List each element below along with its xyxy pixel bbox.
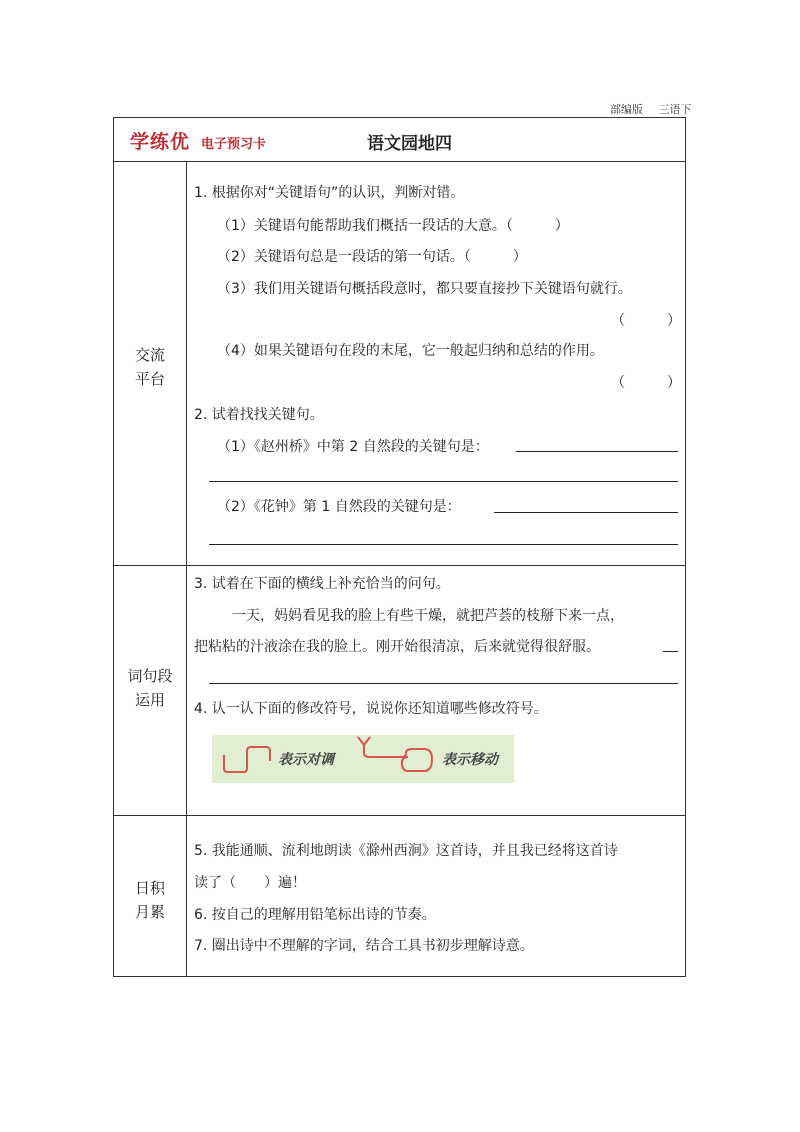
answer-blank[interactable] xyxy=(209,481,678,482)
edition-label xyxy=(610,101,692,117)
divider xyxy=(114,815,685,816)
question-1-item-4: （4）如果关键语句在段的末尾，它一般起归纳和总结的作用。 xyxy=(217,343,604,359)
question-1-item-2: （2）关键语句总是一段话的第一句话。（ ） xyxy=(217,249,527,265)
question-2-item-1: （1）《赵州桥》中第 2 自然段的关键句是： xyxy=(217,439,489,455)
question-1-item-1: （1）关键语句能帮助我们概括一段话的大意。（ ） xyxy=(217,218,569,234)
section-label-daily: 日积 月累 xyxy=(134,879,165,921)
edition-grade: 三语下 xyxy=(658,103,692,116)
column-divider xyxy=(186,161,187,976)
edition-version: 部编版 xyxy=(610,103,643,116)
swap-mark-icon xyxy=(216,735,276,783)
section-label-words: 词句段 运用 xyxy=(127,667,173,709)
card-header xyxy=(114,118,685,161)
divider xyxy=(114,565,685,566)
answer-blank[interactable] xyxy=(516,451,678,452)
answer-blank[interactable] xyxy=(209,683,678,684)
question-1-item-4-answer[interactable]: （ ） xyxy=(611,375,681,391)
divider xyxy=(114,161,685,162)
answer-blank[interactable] xyxy=(209,544,678,545)
page-title: 语文园地四 xyxy=(367,134,452,154)
answer-blank[interactable] xyxy=(663,651,678,652)
move-mark-label: 表示移动 xyxy=(442,752,498,768)
brand-logo: 学练优 xyxy=(130,131,191,153)
preview-card-table xyxy=(113,117,686,977)
question-2-item-2: （2）《花钟》第 1 自然段的关键句是： xyxy=(217,499,461,515)
question-3-paragraph-line-2: 把粘粘的汁液涂在我的脸上。刚开始很清凉，后来就觉得很舒服。 xyxy=(194,639,600,655)
question-4-stem: 4. 认一认下面的修改符号，说说你还知道哪些修改符号。 xyxy=(194,701,548,717)
move-mark-icon xyxy=(350,735,440,783)
question-3-stem: 3. 试着在下面的横线上补充恰当的问句。 xyxy=(194,576,450,592)
question-5-line-2: 读了（ ）遍！ xyxy=(194,875,306,891)
correction-marks-panel xyxy=(212,735,514,783)
question-1-item-3: （3）我们用关键语句概括段意时，都只要直接抄下关键语句就行。 xyxy=(217,281,632,297)
question-1-stem: 1. 根据你对“关键语句”的认识，判断对错。 xyxy=(194,185,465,201)
question-6: 6. 按自己的理解用铅笔标出诗的节奏。 xyxy=(194,907,436,923)
brand-subtitle: 电子预习卡 xyxy=(201,137,267,152)
question-7: 7. 圈出诗中不理解的字词，结合工具书初步理解诗意。 xyxy=(194,938,534,954)
question-5-line-1: 5. 我能通顺、流利地朗读《滁州西涧》这首诗，并且我已经将这首诗 xyxy=(194,843,618,859)
swap-mark-label: 表示对调 xyxy=(278,752,334,768)
question-2-stem: 2. 试着找找关键句。 xyxy=(194,407,324,423)
question-1-item-3-answer[interactable]: （ ） xyxy=(611,313,681,329)
section-label-exchange: 交流 平台 xyxy=(134,346,165,388)
answer-blank[interactable] xyxy=(494,512,678,513)
question-3-paragraph-line-1: 一天，妈妈看见我的脸上有些干燥，就把芦荟的枝掰下来一点， xyxy=(232,608,624,624)
